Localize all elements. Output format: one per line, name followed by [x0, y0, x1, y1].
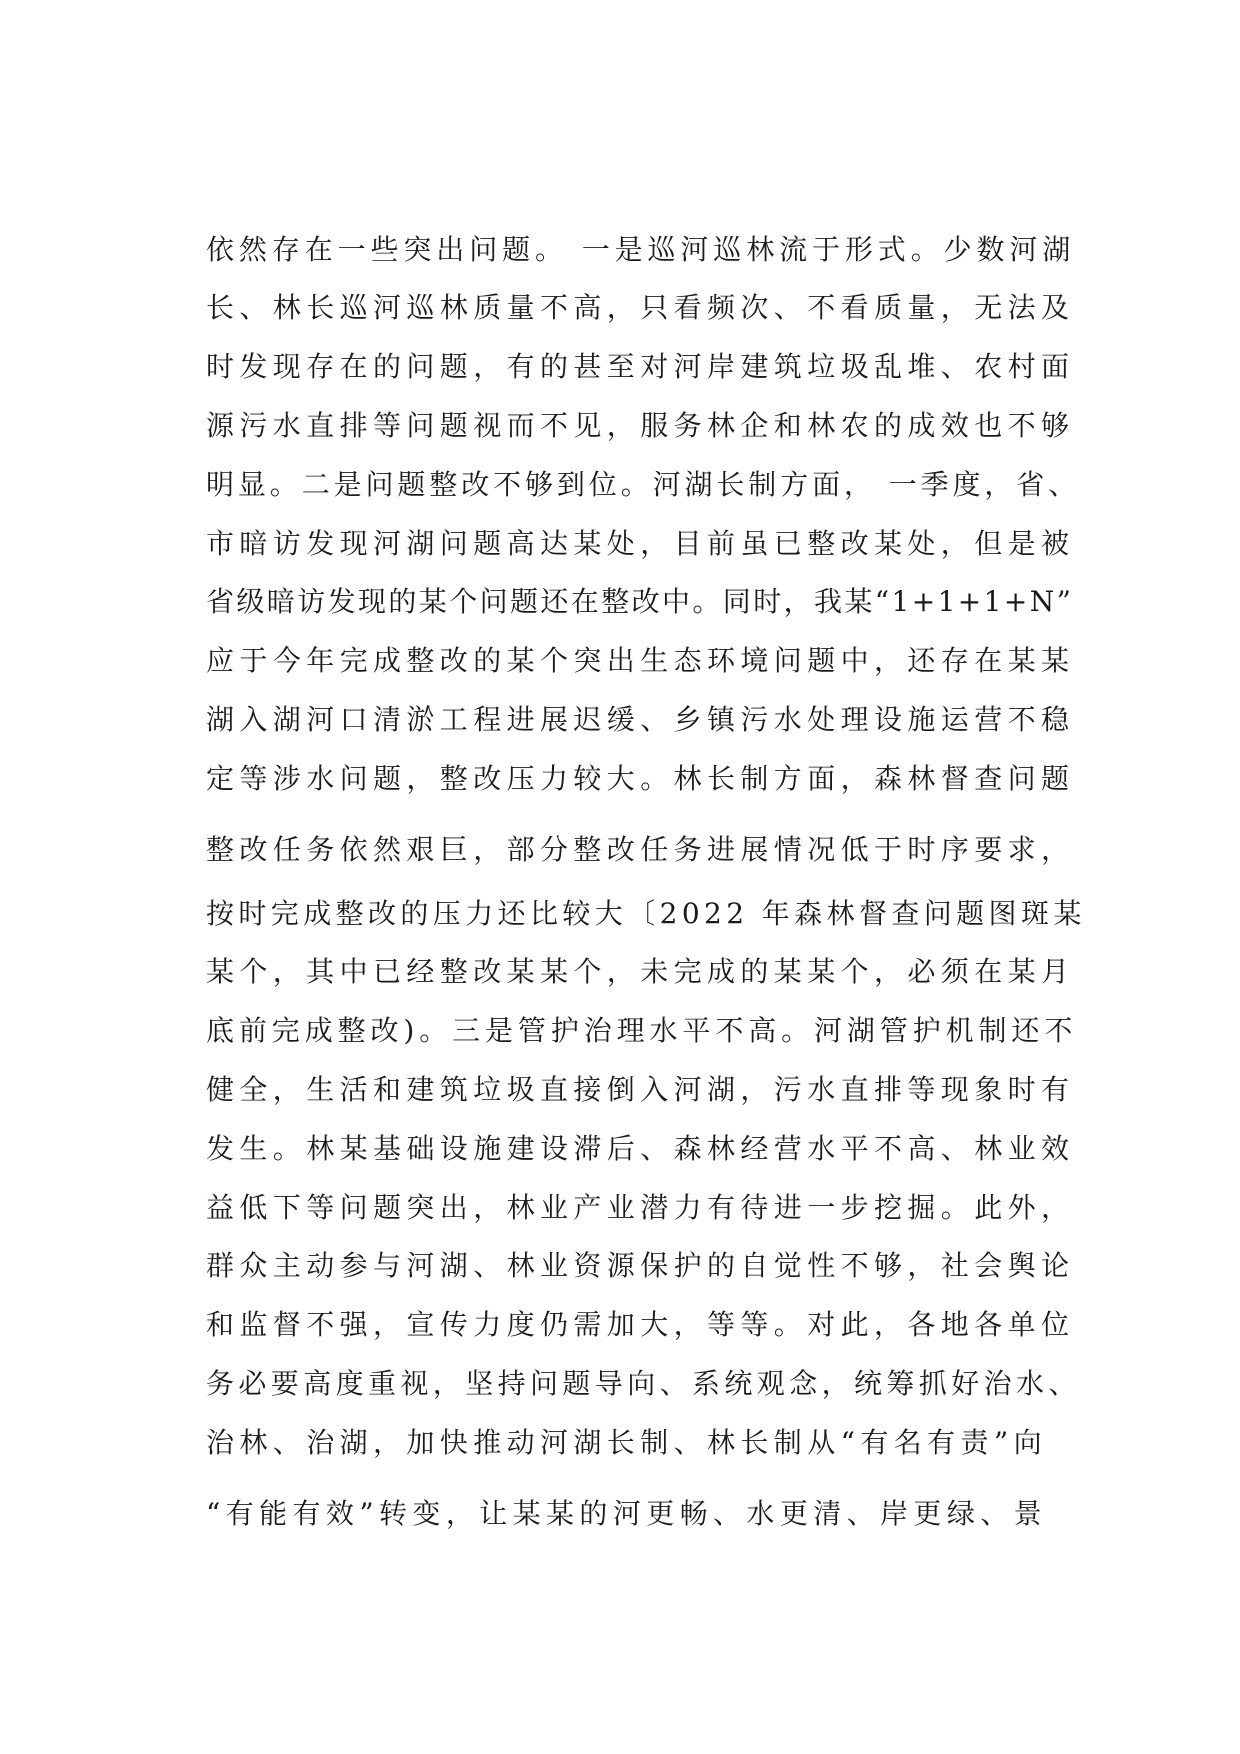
- text-line-21: 治林、治湖，加快推动河湖长制、林长制从“有名有责”向: [206, 1426, 1048, 1459]
- text-line-6: 市暗访发现河湖问题高达某处，目前虽已整改某处，但是被: [206, 527, 1075, 560]
- text-line-16: 发生。林某基础设施建设滞后、森林经营水平不高、林业效: [206, 1132, 1075, 1165]
- text-line-17: 益低下等问题突出，林业产业潜力有待进一步挖掘。此外，: [206, 1191, 1075, 1224]
- text-line-22: “有能有效”转变，让某某的河更畅、水更清、岸更绿、景: [206, 1497, 1048, 1530]
- text-line-18: 群众主动参与河湖、林业资源保护的自觉性不够，社会舆论: [206, 1249, 1075, 1282]
- text-line-7: 省级暗访发现的某个问题还在整改中。同时，我某“1+1+1+N”: [206, 585, 1074, 618]
- text-line-2: 长、林长巡河巡林质量不高，只看频次、不看质量，无法及: [206, 291, 1075, 324]
- text-line-19: 和监督不强，宣传力度仍需加大，等等。对此，各地各单位: [206, 1308, 1075, 1341]
- text-line-11: 整改任务依然艰巨，部分整改任务进展情况低于时序要求，: [206, 833, 1075, 866]
- text-line-4: 源污水直排等问题视而不见，服务林企和林农的成效也不够: [206, 409, 1075, 442]
- text-line-20: 务必要高度重视，坚持问题导向、系统观念，统筹抓好治水、: [206, 1367, 1081, 1400]
- text-line-5: 明显。二是问题整改不够到位。河湖长制方面， 一季度，省、: [206, 468, 1081, 501]
- text-line-14: 底前完成整改)。三是管护治理水平不高。河湖管护机制还不: [206, 1014, 1078, 1047]
- text-line-3: 时发现存在的问题，有的甚至对河岸建筑垃圾乱堆、农村面: [206, 350, 1075, 383]
- text-line-9: 湖入湖河口清淤工程进展迟缓、乡镇污水处理设施运营不稳: [206, 703, 1075, 736]
- text-line-10: 定等涉水问题，整改压力较大。林长制方面，森林督查问题: [206, 762, 1075, 795]
- text-line-12: 按时完成整改的压力还比较大〔2022 年森林督查问题图斑某: [206, 897, 1086, 930]
- text-line-15: 健全，生活和建筑垃圾直接倒入河湖，污水直排等现象时有: [206, 1073, 1075, 1106]
- text-line-1: 依然存在一些突出问题。 一是巡河巡林流于形式。少数河湖: [206, 233, 1076, 266]
- text-line-8: 应于今年完成整改的某个突出生态环境问题中，还存在某某: [206, 644, 1075, 677]
- text-line-13: 某个，其中已经整改某某个，未完成的某某个，必须在某月: [206, 955, 1075, 988]
